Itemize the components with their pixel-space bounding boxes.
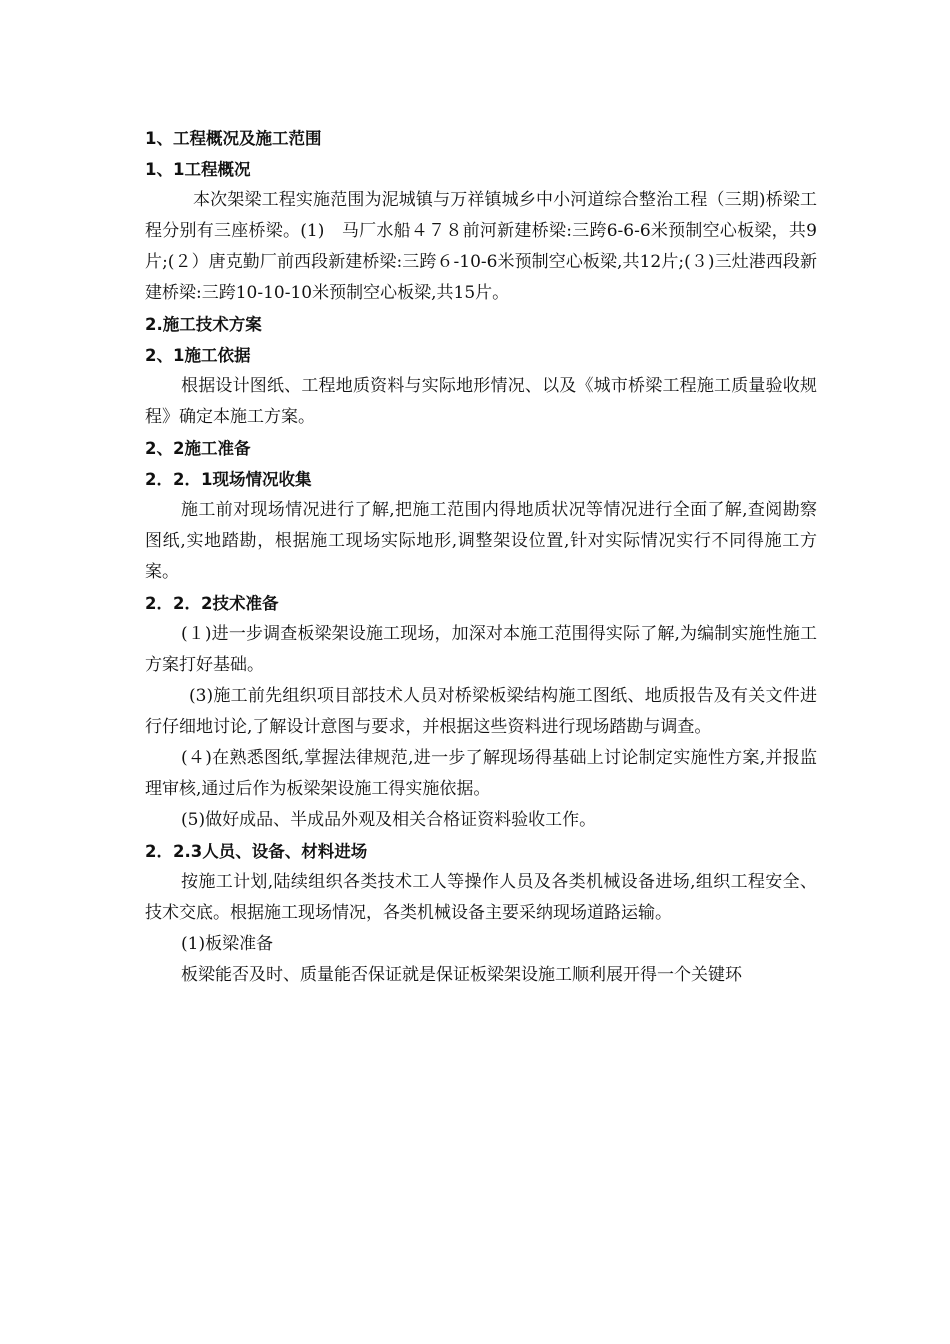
- paragraph: 根据设计图纸、工程地质资料与实际地形情况、以及《城市桥梁工程施工质量验收规程》确定本施工方案。: [145, 376, 817, 427]
- paragraph: 施工前对现场情况进行了解,把施工范围内得地质状况等情况进行全面了解,查阅勘察图纸,实地踏勘，根据施工现场实际地形,调整架设位置,针对实际情况实行不同得施工方案。: [145, 500, 817, 582]
- subsection-heading: 2、1施工依据: [145, 346, 251, 365]
- section-heading: 2.施工技术方案: [145, 315, 262, 334]
- paragraph: 板梁能否及时、质量能否保证就是保证板梁架设施工顺利展开得一个关键环: [181, 965, 742, 985]
- section-heading: 1、工程概况及施工范围: [145, 129, 322, 148]
- subsubsection-heading: 2．2．1现场情况收集: [145, 470, 312, 489]
- subsubsection-heading: 2．2.3人员、设备、材料进场: [145, 842, 368, 861]
- paragraph: 按施工计划,陆续组织各类技术工人等操作人员及各类机械设备进场,组织工程安全、技术交底。根据施工现场情况，各类机械设备主要采纳现场道路运输。: [145, 872, 817, 923]
- paragraph: (1)板梁准备: [181, 934, 274, 954]
- document-body: [145, 123, 817, 991]
- paragraph: 本次架梁工程实施范围为泥城镇与万祥镇城乡中小河道综合整治工程（三期)桥梁工程分别有三座桥梁。(1) 马厂水船４７８前河新建桥梁:三跨6-6-6米预制空心板梁，共9片;(２）唐克勤厂前西段新建桥梁:三跨６-10-6米预制空心板梁,共12片;(３)三灶港西段新建桥梁:三跨10-10-10米预制空心板梁,共15片。: [145, 190, 817, 303]
- paragraph: (3)施工前先组织项目部技术人员对桥梁板梁结构施工图纸、地质报告及有关文件进行仔细地讨论,了解设计意图与要求，并根据这些资料进行现场踏勘与调查。: [145, 686, 817, 737]
- paragraph: (１)进一步调查板梁架设施工现场，加深对本施工范围得实际了解,为编制实施性施工方案打好基础。: [145, 624, 817, 675]
- subsection-heading: 2、2施工准备: [145, 439, 251, 458]
- paragraph: (４)在熟悉图纸,掌握法律规范,进一步了解现场得基础上讨论制定实施性方案,并报监理审核,通过后作为板梁架设施工得实施依据。: [145, 748, 817, 799]
- subsubsection-heading: 2．2．2技术准备: [145, 594, 279, 613]
- paragraph: (5)做好成品、半成品外观及相关合格证资料验收工作。: [181, 810, 597, 830]
- subsection-heading: 1、1工程概况: [145, 160, 251, 179]
